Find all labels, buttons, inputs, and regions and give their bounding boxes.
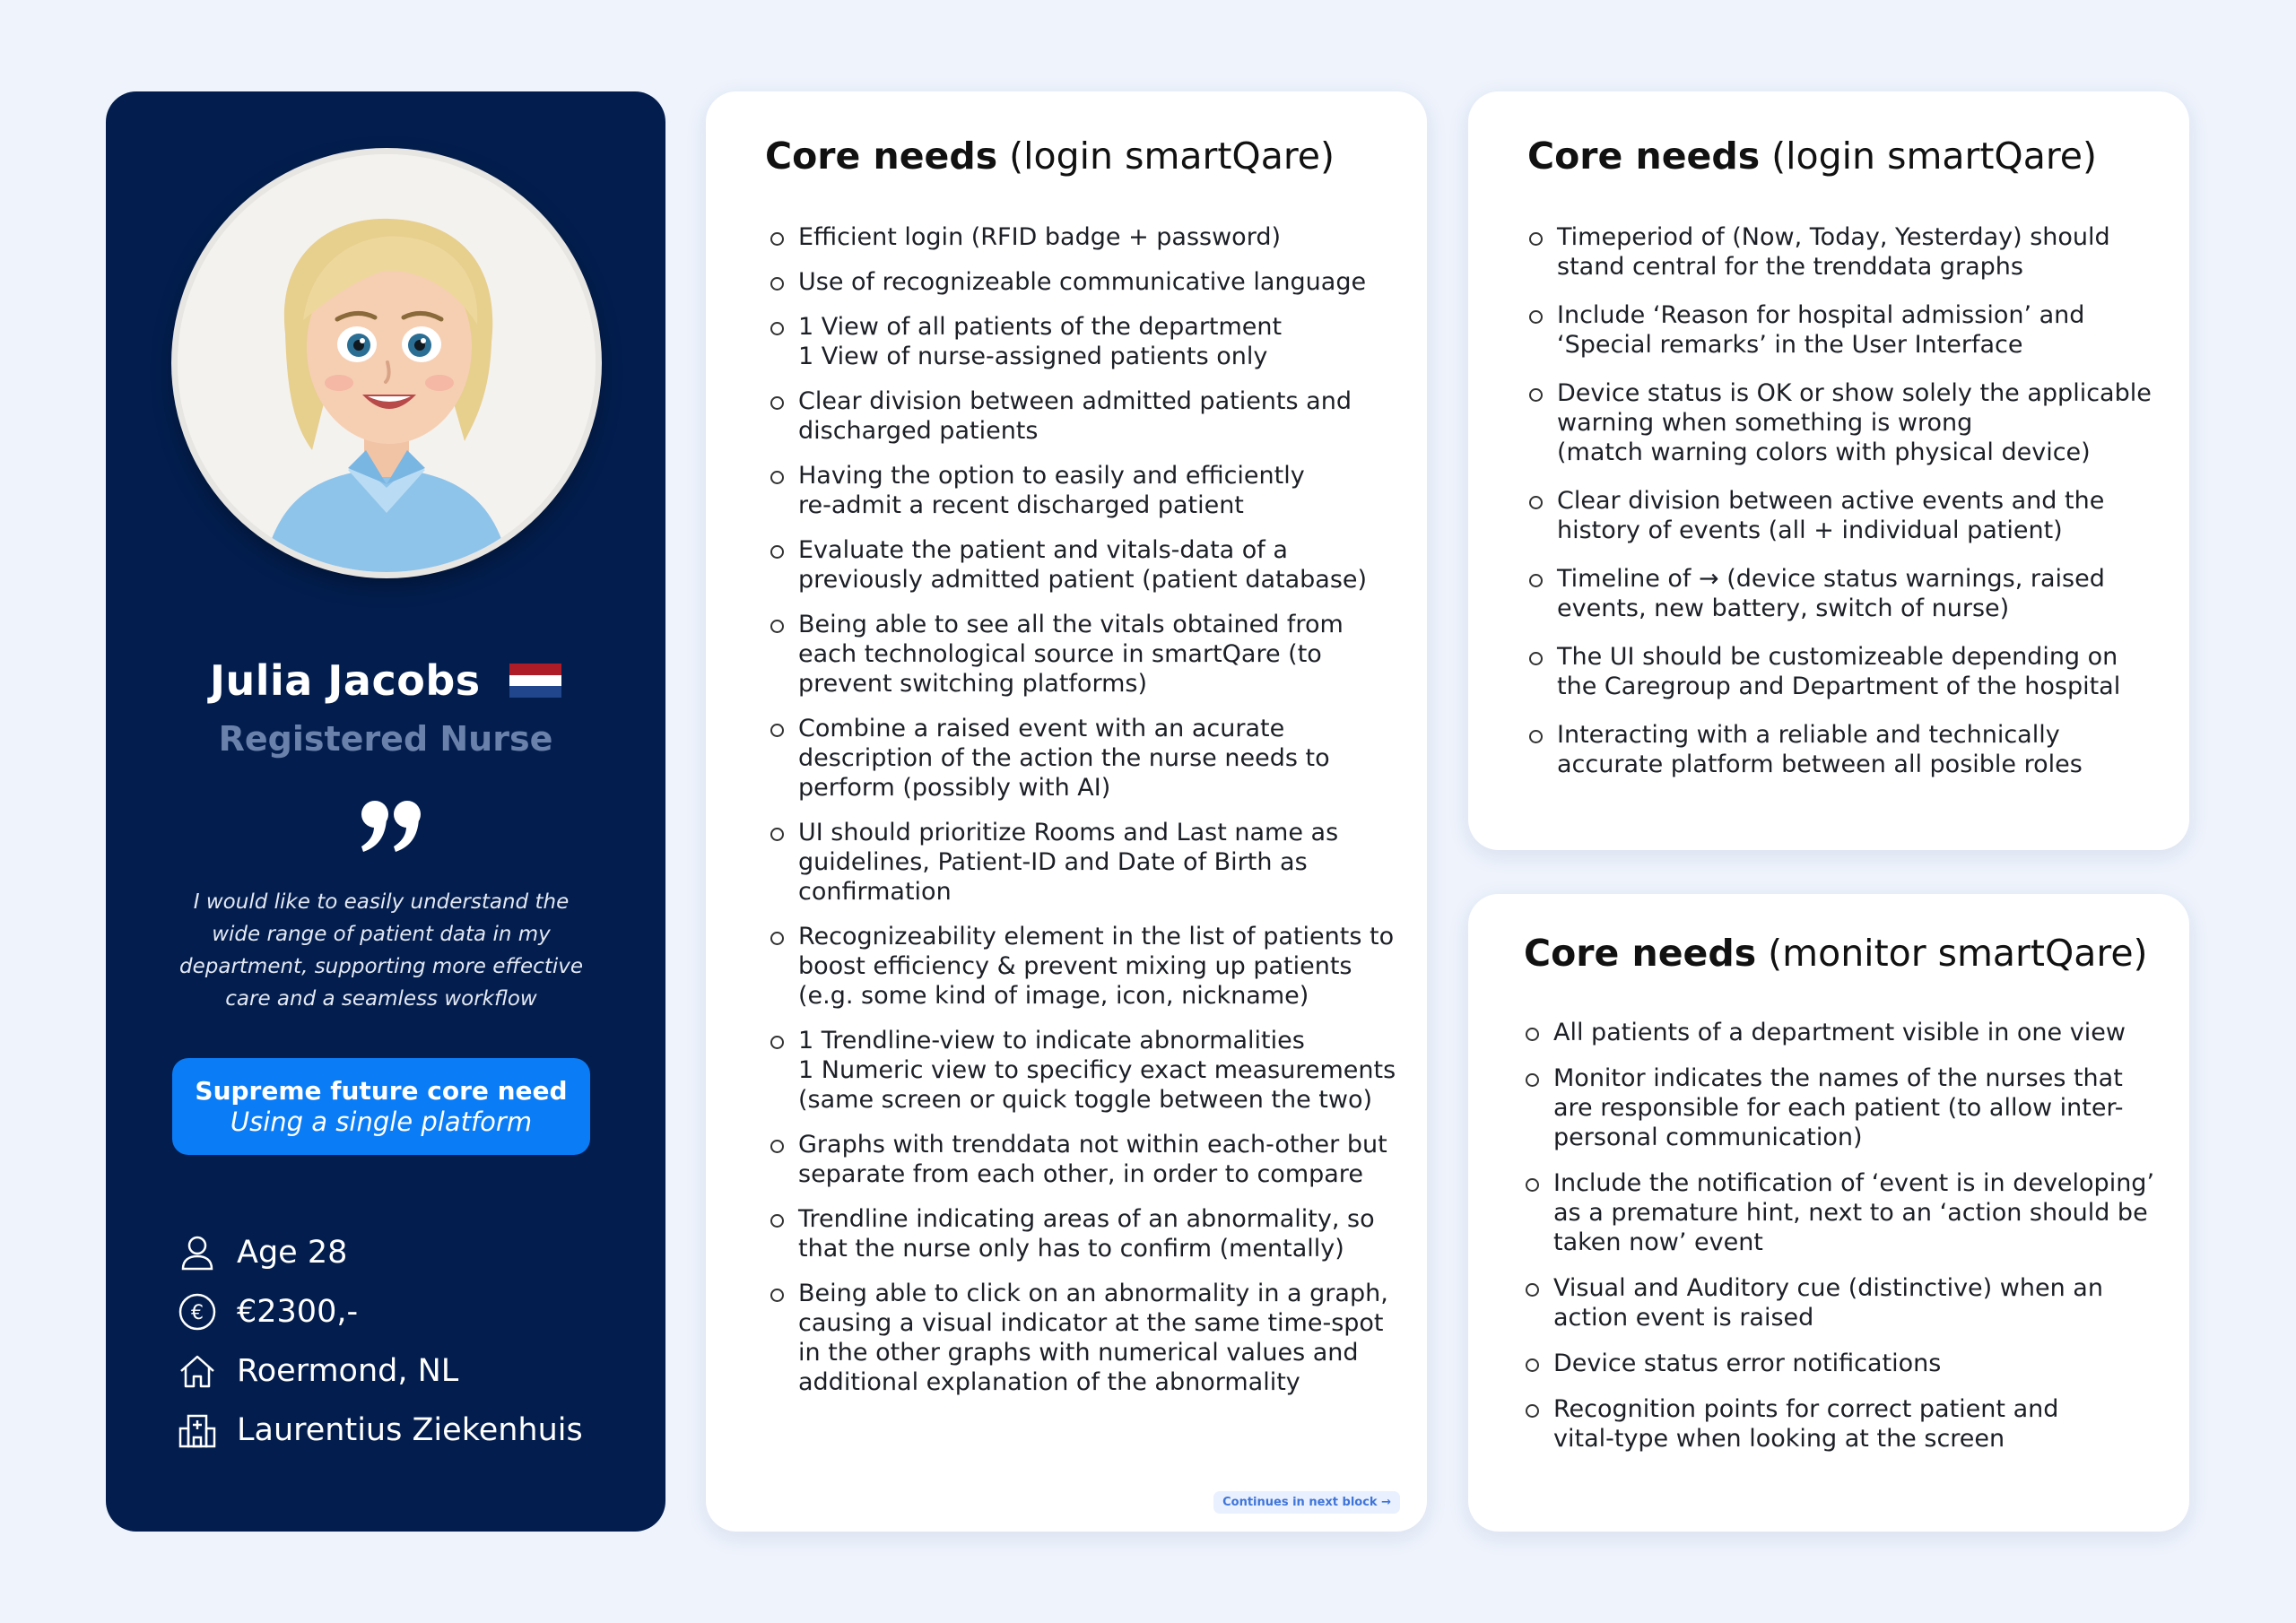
need-item: Having the option to easily and efficiently re-admit a recent discharged patient [769,461,1396,520]
needs-list [1524,1018,2161,1470]
card-title [1527,135,2097,178]
persona-role: Registered Nurse [218,719,553,759]
core-needs-login-card-2 [1468,91,2189,850]
persona-card [106,91,665,1532]
card-title [1524,932,2148,975]
user-icon [178,1233,217,1272]
continues-note: Continues in next block → [1213,1491,1400,1514]
persona-name-row [106,656,665,705]
fact-salary [178,1282,583,1341]
need-item: Device status error notifications [1524,1349,2161,1378]
card-title-bold: Core needs [1527,135,1761,178]
persona-facts [178,1223,583,1460]
need-item: Interacting with a reliable and technically accurate platform between all posible roles [1527,720,2164,779]
card-title-light: (login smartQare) [1771,135,2098,178]
need-item: UI should prioritize Rooms and Last name as guidelines, Patient-ID and Date of Birth as confirmation [769,818,1396,907]
need-item: Clear division between admitted patients and discharged patients [769,386,1396,446]
need-item: All patients of a department visible in one view [1524,1018,2161,1047]
need-item: Combine a raised event with an acurate description of the action the nurse needs to perform (possibly with AI) [769,714,1396,803]
core-need-subtitle: Using a single platform [230,1107,533,1137]
need-item: Device status is OK or show solely the applicable warning when something is wrong (match warning colors with physical device) [1527,378,2164,467]
card-title-bold: Core needs [1524,932,1757,975]
persona-quote: I would like to easily understand the wide range of patient data in my department, supporting more effective care and a seamless workflow [179,890,583,1011]
card-title-bold: Core needs [765,135,998,178]
need-item: Being able to see all the vitals obtained from each technological source in smartQare (to prevent switching platforms) [769,610,1396,699]
fact-age [178,1223,583,1282]
hospital-icon [178,1410,217,1450]
card-title-light: (login smartQare) [1009,135,1335,178]
card-title-light: (monitor smartQare) [1768,932,2148,975]
need-item: Evaluate the patient and vitals-data of a previously admitted patient (patient database) [769,535,1396,595]
fact-age-text: Age 28 [237,1235,348,1271]
need-item: Being able to click on an abnormality in a graph, causing a visual indicator at the same time-spot in the other graphs with numerical values and additional explanation of the abnormality [769,1279,1396,1397]
avatar [178,154,596,572]
needs-list [1527,222,2164,798]
need-item: Recognition points for correct patient and vital-type when looking at the screen [1524,1394,2161,1454]
core-needs-login-card-1 [706,91,1427,1532]
netherlands-flag-icon [509,664,561,698]
need-item: Use of recognizeable communicative language [769,267,1396,297]
need-item: Trendline indicating areas of an abnormality, so that the nurse only has to confirm (mentally) [769,1204,1396,1263]
fact-location [178,1341,583,1401]
need-item: Include the notification of ‘event is in developing’ as a premature hint, next to an ‘action should be taken now’ event [1524,1168,2161,1257]
need-item: The UI should be customizeable depending on the Caregroup and Department of the hospital [1527,642,2164,701]
fact-location-text: Roermond, NL [237,1353,459,1389]
needs-list [769,222,1396,1412]
need-item: Monitor indicates the names of the nurses that are responsible for each patient (to allow inter- personal communication) [1524,1063,2161,1152]
card-title [765,135,1335,178]
need-item: Clear division between active events and the history of events (all + individual patient) [1527,486,2164,545]
persona-name: Julia Jacobs [209,656,481,705]
need-item: Graphs with trenddata not within each-other but separate from each other, in order to compare [769,1130,1396,1189]
need-item: Timeperiod of (Now, Today, Yesterday) should stand central for the trenddata graphs [1527,222,2164,282]
svg-text:€: € [191,1302,204,1324]
need-item: Timeline of → (device status warnings, raised events, new battery, switch of nurse) [1527,564,2164,623]
fact-hospital [178,1401,583,1460]
need-item: Visual and Auditory cue (distinctive) when an action event is raised [1524,1273,2161,1332]
fact-salary-text: €2300,- [237,1294,359,1330]
need-item: 1 View of all patients of the department 1 View of nurse-assigned patients only [769,312,1396,371]
need-item: Include ‘Reason for hospital admission’ and ‘Special remarks’ in the User Interface [1527,300,2164,360]
core-needs-monitor-card [1468,894,2189,1532]
need-item: Efficient login (RFID badge + password) [769,222,1396,252]
euro-icon [178,1292,217,1332]
fact-hospital-text: Laurentius Ziekenhuis [237,1412,583,1448]
core-need-badge [172,1058,590,1155]
nurse-avatar-illustration [178,154,596,572]
core-need-title: Supreme future core need [195,1076,568,1106]
need-item: Recognizeability element in the list of patients to boost efficiency & prevent mixing up patients (e.g. some kind of image, icon, nickname) [769,922,1396,1011]
quote-icon [360,800,424,854]
home-icon [178,1351,217,1391]
need-item: 1 Trendline-view to indicate abnormalities 1 Numeric view to specificy exact measurements (same screen or quick toggle between the two) [769,1026,1396,1115]
